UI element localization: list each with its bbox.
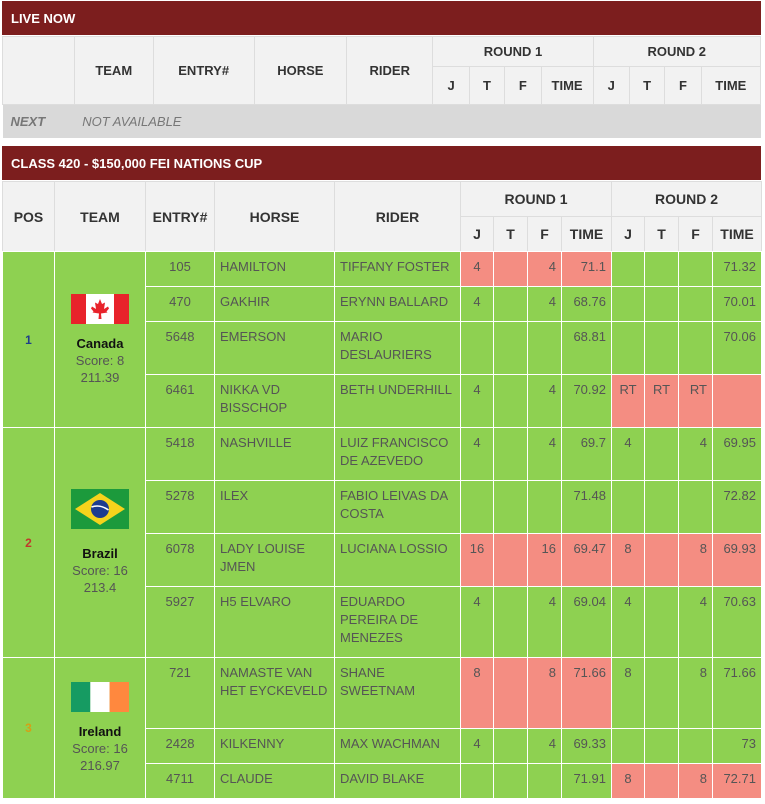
brazil-flag-icon [71, 489, 129, 529]
entry-number: 2428 [146, 729, 215, 764]
rider-name: LUIZ FRANCISCO DE AZEVEDO [335, 428, 461, 481]
horse-name: EMERSON [215, 322, 335, 375]
r1-time-faults [494, 287, 528, 322]
entry-number: 105 [146, 252, 215, 287]
r1-time: 69.33 [562, 729, 612, 764]
r1-time: 71.66 [562, 658, 612, 729]
r1-total-faults: 4 [528, 587, 562, 658]
r2-time-faults [645, 252, 679, 287]
next-row [3, 105, 761, 138]
r1-total-faults [528, 764, 562, 799]
live-col-r2-t: T [629, 67, 664, 105]
position-cell: 3 [3, 658, 55, 799]
live-col-r1-f: F [505, 67, 541, 105]
r1-jumping-faults: 4 [461, 587, 494, 658]
r2-time-faults [645, 534, 679, 587]
rider-name: FABIO LEIVAS DA COSTA [335, 481, 461, 534]
r2-time-faults [645, 587, 679, 658]
team-cell [55, 252, 146, 428]
col-round2: ROUND 2 [612, 182, 762, 217]
col-r2-t: T [645, 217, 679, 252]
r2-jumping-faults [612, 322, 645, 375]
r2-jumping-faults: 8 [612, 658, 645, 729]
r1-jumping-faults [461, 322, 494, 375]
entry-number: 6078 [146, 534, 215, 587]
team-name: Brazil [82, 546, 118, 561]
horse-name: KILKENNY [215, 729, 335, 764]
col-pos: POS [3, 182, 55, 252]
r1-jumping-faults: 4 [461, 375, 494, 428]
results-table [2, 251, 762, 799]
entry-number: 4711 [146, 764, 215, 799]
horse-name: NASHVILLE [215, 428, 335, 481]
r2-total-faults: 4 [679, 428, 713, 481]
r2-jumping-faults: 8 [612, 534, 645, 587]
live-col-round2: ROUND 2 [593, 37, 760, 67]
next-value: NOT AVAILABLE [74, 105, 760, 138]
r1-total-faults: 8 [528, 658, 562, 729]
r1-time: 71.1 [562, 252, 612, 287]
r2-time: 73 [713, 729, 762, 764]
live-now-header [2, 1, 761, 35]
r1-time: 69.04 [562, 587, 612, 658]
r2-time-faults [645, 287, 679, 322]
r2-total-faults [679, 481, 713, 534]
r2-jumping-faults [612, 252, 645, 287]
r2-time: 70.63 [713, 587, 762, 658]
r2-time: 70.01 [713, 287, 762, 322]
col-r2-f: F [679, 217, 713, 252]
class-header [2, 146, 761, 180]
entry-number: 5278 [146, 481, 215, 534]
horse-name: NAMASTE VAN HET EYCKEVELD [215, 658, 335, 729]
horse-name: LADY LOUISE JMEN [215, 534, 335, 587]
next-label: NEXT [3, 105, 75, 138]
horse-name: GAKHIR [215, 287, 335, 322]
team-name: Ireland [78, 724, 122, 739]
r2-time-faults [645, 481, 679, 534]
col-r1-t: T [494, 217, 528, 252]
r1-jumping-faults: 4 [461, 252, 494, 287]
rider-row [3, 428, 762, 481]
r2-time: 69.95 [713, 428, 762, 481]
r1-jumping-faults [461, 764, 494, 799]
team-total-time: 211.39 [80, 369, 120, 385]
position-cell: 1 [3, 252, 55, 428]
live-col-r2-j: J [593, 67, 629, 105]
canada-flag-icon [71, 294, 129, 324]
live-col-blank [3, 37, 75, 105]
col-rider: RIDER [335, 182, 461, 252]
r1-time: 70.92 [562, 375, 612, 428]
r2-total-faults [679, 252, 713, 287]
r2-time: 72.71 [713, 764, 762, 799]
r2-time-faults [645, 764, 679, 799]
team-total-time: 216.97 [80, 758, 120, 773]
col-r2-j: J [612, 217, 645, 252]
live-col-r2-time: TIME [701, 67, 760, 105]
entry-number: 5648 [146, 322, 215, 375]
class-title: CLASS 420 - $150,000 FEI NATIONS CUP [11, 155, 263, 171]
r1-jumping-faults: 4 [461, 287, 494, 322]
r1-jumping-faults [461, 481, 494, 534]
r1-time: 71.48 [562, 481, 612, 534]
live-col-rider: RIDER [347, 37, 433, 105]
team-cell [55, 658, 146, 799]
live-col-r1-j: J [433, 67, 469, 105]
r1-time-faults [494, 729, 528, 764]
team-name: Canada [76, 335, 124, 351]
r2-total-faults [679, 287, 713, 322]
r1-total-faults: 4 [528, 729, 562, 764]
col-r1-j: J [461, 217, 494, 252]
col-r1-f: F [528, 217, 562, 252]
r1-time-faults [494, 322, 528, 375]
r2-total-faults [679, 322, 713, 375]
r1-time-faults [494, 252, 528, 287]
live-now-title: LIVE NOW [11, 10, 76, 26]
horse-name: NIKKA VD BISSCHOP [215, 375, 335, 428]
r2-jumping-faults [612, 481, 645, 534]
team-total-time: 213.4 [83, 580, 117, 595]
live-col-horse: HORSE [254, 37, 347, 105]
r1-total-faults [528, 322, 562, 375]
live-col-entry: ENTRY# [153, 37, 254, 105]
rider-name: EDUARDO PEREIRA DE MENEZES [335, 587, 461, 658]
horse-name: ILEX [215, 481, 335, 534]
r1-jumping-faults: 16 [461, 534, 494, 587]
rider-row [3, 252, 762, 287]
rider-name: MAX WACHMAN [335, 729, 461, 764]
r1-time: 71.91 [562, 764, 612, 799]
r2-total-faults: 8 [679, 658, 713, 729]
r2-time-faults [645, 729, 679, 764]
team-score: Score: 16 [72, 741, 128, 756]
r2-time [713, 375, 762, 428]
r1-total-faults: 4 [528, 252, 562, 287]
r1-time-faults [494, 534, 528, 587]
r2-jumping-faults: 4 [612, 428, 645, 481]
team-score: Score: 8 [75, 352, 125, 368]
r2-total-faults: RT [679, 375, 713, 428]
rider-row [3, 658, 762, 729]
position-cell: 2 [3, 428, 55, 658]
col-round1: ROUND 1 [461, 182, 612, 217]
r1-jumping-faults: 4 [461, 729, 494, 764]
live-col-r2-f: F [665, 67, 701, 105]
r2-jumping-faults [612, 729, 645, 764]
live-col-r1-time: TIME [541, 67, 593, 105]
col-team: TEAM [55, 182, 146, 252]
horse-name: H5 ELVARO [215, 587, 335, 658]
r2-jumping-faults: 4 [612, 587, 645, 658]
rider-name: DAVID BLAKE [335, 764, 461, 799]
live-col-team: TEAM [74, 37, 153, 105]
r1-time-faults [494, 481, 528, 534]
r2-total-faults: 4 [679, 587, 713, 658]
r2-time: 71.66 [713, 658, 762, 729]
rider-name: MARIO DESLAURIERS [335, 322, 461, 375]
r1-time: 69.7 [562, 428, 612, 481]
r2-time-faults [645, 428, 679, 481]
r1-time: 68.76 [562, 287, 612, 322]
rider-name: ERYNN BALLARD [335, 287, 461, 322]
col-horse: HORSE [215, 182, 335, 252]
r2-jumping-faults: 8 [612, 764, 645, 799]
r2-jumping-faults [612, 287, 645, 322]
r1-time-faults [494, 428, 528, 481]
r2-total-faults: 8 [679, 764, 713, 799]
ireland-flag-icon [71, 682, 129, 712]
r1-jumping-faults: 4 [461, 428, 494, 481]
r1-time-faults [494, 587, 528, 658]
r2-time: 71.32 [713, 252, 762, 287]
r2-time-faults [645, 658, 679, 729]
horse-name: CLAUDE [215, 764, 335, 799]
rider-name: LUCIANA LOSSIO [335, 534, 461, 587]
r2-time-faults: RT [645, 375, 679, 428]
r1-time-faults [494, 658, 528, 729]
col-r1-time: TIME [562, 217, 612, 252]
r1-total-faults [528, 481, 562, 534]
r1-time: 68.81 [562, 322, 612, 375]
live-col-r1-t: T [469, 67, 504, 105]
rider-name: BETH UNDERHILL [335, 375, 461, 428]
live-now-table [2, 36, 761, 138]
rider-name: SHANE SWEETNAM [335, 658, 461, 729]
r1-total-faults: 4 [528, 428, 562, 481]
team-cell [55, 428, 146, 658]
team-score: Score: 16 [72, 563, 128, 578]
entry-number: 6461 [146, 375, 215, 428]
r2-time-faults [645, 322, 679, 375]
r1-time-faults [494, 764, 528, 799]
entry-number: 5418 [146, 428, 215, 481]
r1-time-faults [494, 375, 528, 428]
r2-time: 69.93 [713, 534, 762, 587]
r2-jumping-faults: RT [612, 375, 645, 428]
r2-time: 72.82 [713, 481, 762, 534]
r1-total-faults: 4 [528, 375, 562, 428]
horse-name: HAMILTON [215, 252, 335, 287]
r2-total-faults [679, 729, 713, 764]
r1-time: 69.47 [562, 534, 612, 587]
r1-jumping-faults: 8 [461, 658, 494, 729]
entry-number: 470 [146, 287, 215, 322]
r2-total-faults: 8 [679, 534, 713, 587]
entry-number: 721 [146, 658, 215, 729]
r1-total-faults: 16 [528, 534, 562, 587]
entry-number: 5927 [146, 587, 215, 658]
col-r2-time: TIME [713, 217, 762, 252]
r1-total-faults: 4 [528, 287, 562, 322]
r2-time: 70.06 [713, 322, 762, 375]
rider-name: TIFFANY FOSTER [335, 252, 461, 287]
class-header-table [2, 181, 762, 252]
col-entry: ENTRY# [146, 182, 215, 252]
live-col-round1: ROUND 1 [433, 37, 593, 67]
